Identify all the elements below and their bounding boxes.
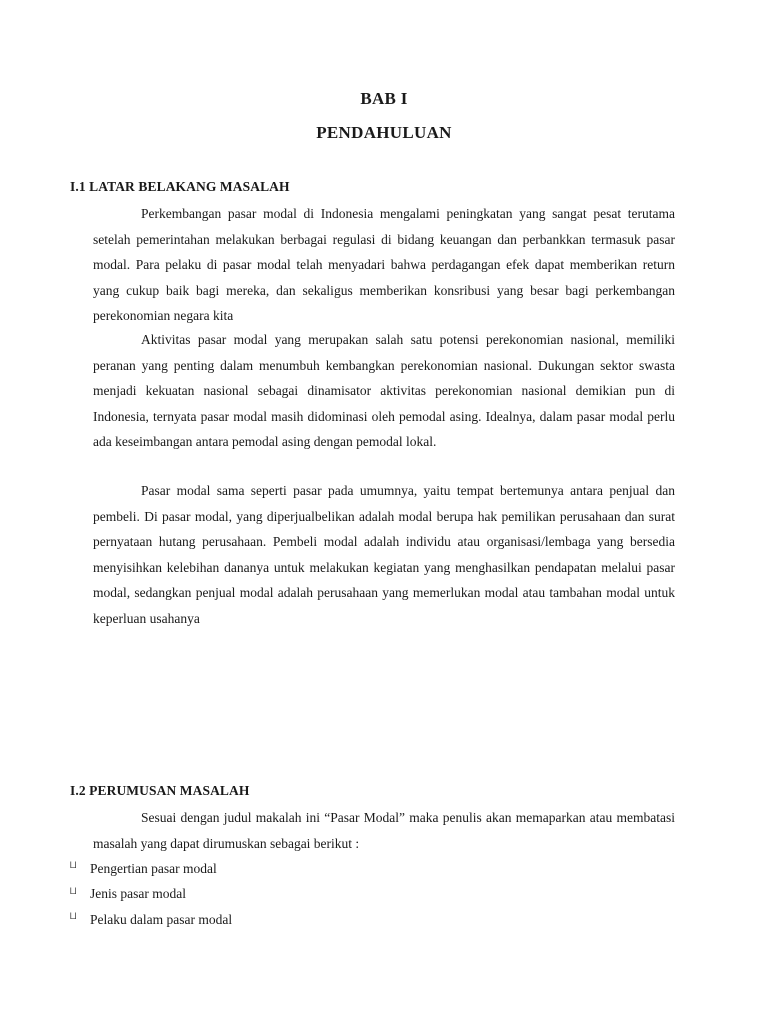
list-item: [70, 907, 232, 932]
paragraph: Sesuai dengan judul makalah ini “Pasar Modal” maka penulis akan memaparkan atau membatasi masalah yang dapat dirumuskan sebagai berikut :: [93, 810, 675, 851]
list-item: [70, 856, 232, 881]
paragraph: Aktivitas pasar modal yang merupakan salah satu potensi perekonomian nasional, memiliki peranan yang penting dalam menumbuh kembangkan perekonomian nasional. Dukungan sektor swasta menjadi kekuatan nasional sebagai dinamisator aktivitas perekonomian nasional demikian pun di Indonesia, ternyata pasar modal masih didominasi oleh pemodal asing. Idealnya, dalam pasar modal perlu ada keseimbangan antara pemodal asing dengan pemodal lokal.: [93, 332, 675, 450]
list-item: [70, 881, 232, 906]
chapter-number: BAB I: [360, 89, 408, 108]
paragraph: Pasar modal sama seperti pasar pada umumnya, yaitu tempat bertemunya antara penjual dan pembeli. Di pasar modal, yang diperjualbelikan adalah modal berupa hak pemilikan perusahaan dan surat pernyataan hutang perusahaan. Pembeli modal adalah individu atau organisasi/lembaga yang bersedia menyisihkan kelebihan dananya untuk melakukan kegiatan yang menghasilkan pendapatan melalui pasar modal, sedangkan penjual modal adalah perusahaan yang memerlukan modal atau tambahan modal untuk keperluan usahanya: [93, 483, 675, 626]
list-item-text: Pelaku dalam pasar modal: [90, 911, 233, 927]
paragraph: Perkembangan pasar modal di Indonesia mengalami peningkatan yang sangat pesat terutama setelah pemerintahan melakukan berbagai regulasi di bidang keuangan dan perbankkan termasuk pasar modal. Para pelaku di pasar modal telah menyadari bahwa perdagangan efek dapat memberikan return yang cukup baik bagi mereka, dan sekaligus memberikan konsribusi yang besar bagi perkembangan perekonomian negara kita: [93, 206, 675, 324]
box-bullet-icon: ⨆: [70, 910, 77, 920]
section-heading-perumusan-masalah: I.2 PERUMUSAN MASALAH: [70, 783, 250, 798]
list-item-text: Pengertian pasar modal: [90, 861, 217, 876]
problem-list: [70, 856, 232, 932]
list-item-text: Jenis pasar modal: [90, 886, 186, 902]
chapter-title: PENDAHULUAN: [316, 123, 452, 142]
section-heading-latar-belakang: I.1 LATAR BELAKANG MASALAH: [70, 179, 290, 194]
box-bullet-icon: ⨆: [70, 885, 77, 895]
box-bullet-icon: ⨆: [70, 860, 77, 870]
